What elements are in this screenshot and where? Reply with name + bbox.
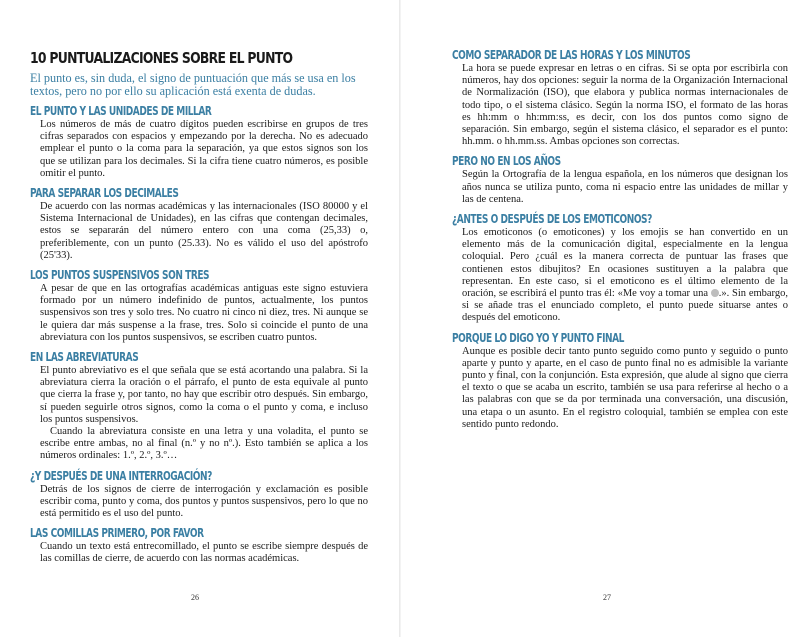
beer-emoji-icon bbox=[711, 289, 719, 297]
section-paragraph: El punto abreviativo es el que señala que se está acortando una palabra. Si la abreviatura cierra la oración o el párrafo, el punto de esta equivale al punto que cierra la frase y, por tanto, no hay que escribir otro después. Sin embargo, sí pueden seguirle otros signos, como la coma o el punto y coma, e incluso los puntos suspensivos. bbox=[40, 365, 368, 425]
page-number-left: 26 bbox=[191, 593, 199, 602]
section-paragraph bbox=[462, 227, 788, 325]
section-heading: PERO NO EN LOS AÑOS bbox=[452, 154, 561, 169]
section-paragraph: Según la Ortografía de la lengua española, en los números que designan los años nunca se utiliza punto, coma ni espacio entre las unidades de millar y las de centena. bbox=[462, 169, 788, 205]
section-heading: PARA SEPARAR LOS DECIMALES bbox=[30, 186, 179, 201]
section-ellipsis bbox=[30, 268, 368, 344]
left-page bbox=[30, 50, 368, 572]
section-heading: PORQUE LO DIGO YO Y PUNTO FINAL bbox=[452, 330, 624, 345]
section-heading: ¿Y DESPUÉS DE UNA INTERROGACIÓN? bbox=[30, 468, 212, 483]
section-paragraph: Aunque es posible decir tanto punto seguido como punto y seguido o punto aparte y punto y aparte, en el caso de punto final no es admisible la variante punto y final, con la conjunción. Esta expresión, que alude al signo que cierra el texto o que se acaba un escrito, también se usa para referirse al hecho o a las palabras con que se da por terminada una conversación, una discusión, una etapa o un asunto. En el registro coloquial, también se emplea con este sentido punto redondo. bbox=[462, 345, 788, 430]
section-abbreviations bbox=[30, 350, 368, 463]
section-final-point bbox=[452, 331, 788, 431]
section-paragraph: Los números de más de cuatro dígitos pueden escribirse en grupos de tres cifras separados con espacios y empezando por la derecha. No es adecuado emplear el punto o la coma para la separación, ya que estos signos son los que se utilizan para los decimales. Si la cifra tiene cuatro números, es posible omitir el punto. bbox=[40, 119, 368, 179]
section-years bbox=[452, 154, 788, 206]
section-heading: LAS COMILLAS PRIMERO, POR FAVOR bbox=[30, 526, 204, 541]
section-thousands bbox=[30, 104, 368, 180]
book-gutter bbox=[399, 0, 401, 637]
intro-text: El punto es, sin duda, el signo de puntuación que más se usa en los textos, pero no por ello su aplicación está exenta de dudas. bbox=[30, 71, 356, 98]
section-paragraph: De acuerdo con las normas académicas y las internacionales (ISO 80000 y el Sistema Internacional de Unidades), en las cifras que contengan decimales, estos se separarán del número entero con una coma (25,33) o, preferiblemente, con un punto (25.33). No es válido el uso del apóstrofo (25'33). bbox=[40, 201, 368, 261]
paragraph-text-part: .». Sin embargo, si se añade tras el enunciado completo, el punto puede situarse antes o después del emoticono. bbox=[462, 288, 788, 324]
section-paragraph: Detrás de los signos de cierre de interrogación y exclamación es posible escribir coma, punto y coma, dos puntos y puntos suspensivos, pero lo que no está permitido es el uso del punto. bbox=[40, 483, 368, 520]
paragraph-text-part: Los emoticonos (o emoticones) y los emojis se han convertido en un elemento más de la comunicación digital, especialmente en la lengua coloquial. Pero ¿cuál es la manera correcta de puntuar las frases que contienen estos dibujitos? En ocasiones sustituyen a la palabra que representan. En este caso, si el emoticono es el último elemento de la oración, se escribirá el punto tras él: «Me voy a tomar una bbox=[462, 227, 788, 300]
section-paragraph: A pesar de que en las ortografías académicas antiguas este signo estuviera formado por un número indefinido de puntos, actualmente, los puntos suspensivos son tres y solo tres. No cuatro ni cinco ni diez, tres. Ni aunque se le quiera dar más suspense a la frase, tres. Solo si coincide el punto de una abreviatura con los puntos suspensivos, se escriben cuatro puntos. bbox=[40, 283, 368, 343]
section-emoticons bbox=[452, 212, 788, 325]
section-heading: ¿ANTES O DESPUÉS DE LOS EMOTICONOS? bbox=[452, 212, 652, 227]
page-number-right: 27 bbox=[603, 593, 611, 602]
section-time-separator bbox=[452, 48, 788, 148]
section-paragraph: Cuando un texto está entrecomillado, el punto se escribe siempre después de las comillas de cierre, de acuerdo con las normas académicas. bbox=[40, 541, 368, 565]
section-paragraph: Cuando la abreviatura consiste en una letra y una voladita, el punto se escribe entre ambas, no al final (n.º y no nº.). Esto también se aplica a los números ordinales: 1.º, 2.º, 3.º… bbox=[40, 426, 368, 462]
section-decimals bbox=[30, 186, 368, 262]
section-paragraph: La hora se puede expresar en letras o en cifras. Si se opta por escribirla con números, hay dos opciones: seguir la norma de la Organización Internacional de Normalización (ISO), que elabora y publica normas internacionales de todo tipo, o el sistema clásico. Según la norma ISO, el formato de las horas es hh:mm o hh:mm:ss, es decir, con los dos puntos como signo de separación. Sin embargo, según el sistema clásico, el separador es el punto: hh.mm. o hh.mm.ss. Ambas opciones son correctas. bbox=[462, 63, 788, 148]
section-heading: LOS PUNTOS SUSPENSIVOS SON TRES bbox=[30, 268, 210, 283]
section-heading: EN LAS ABREVIATURAS bbox=[30, 350, 139, 365]
section-interrogation bbox=[30, 469, 368, 521]
section-heading: COMO SEPARADOR DE LAS HORAS Y LOS MINUTOS bbox=[452, 48, 691, 62]
section-quotes bbox=[30, 526, 368, 565]
section-heading: EL PUNTO Y LAS UNIDADES DE MILLAR bbox=[30, 104, 212, 118]
page-title: 10 PUNTUALIZACIONES SOBRE EL PUNTO bbox=[30, 49, 293, 67]
right-page bbox=[452, 48, 788, 437]
